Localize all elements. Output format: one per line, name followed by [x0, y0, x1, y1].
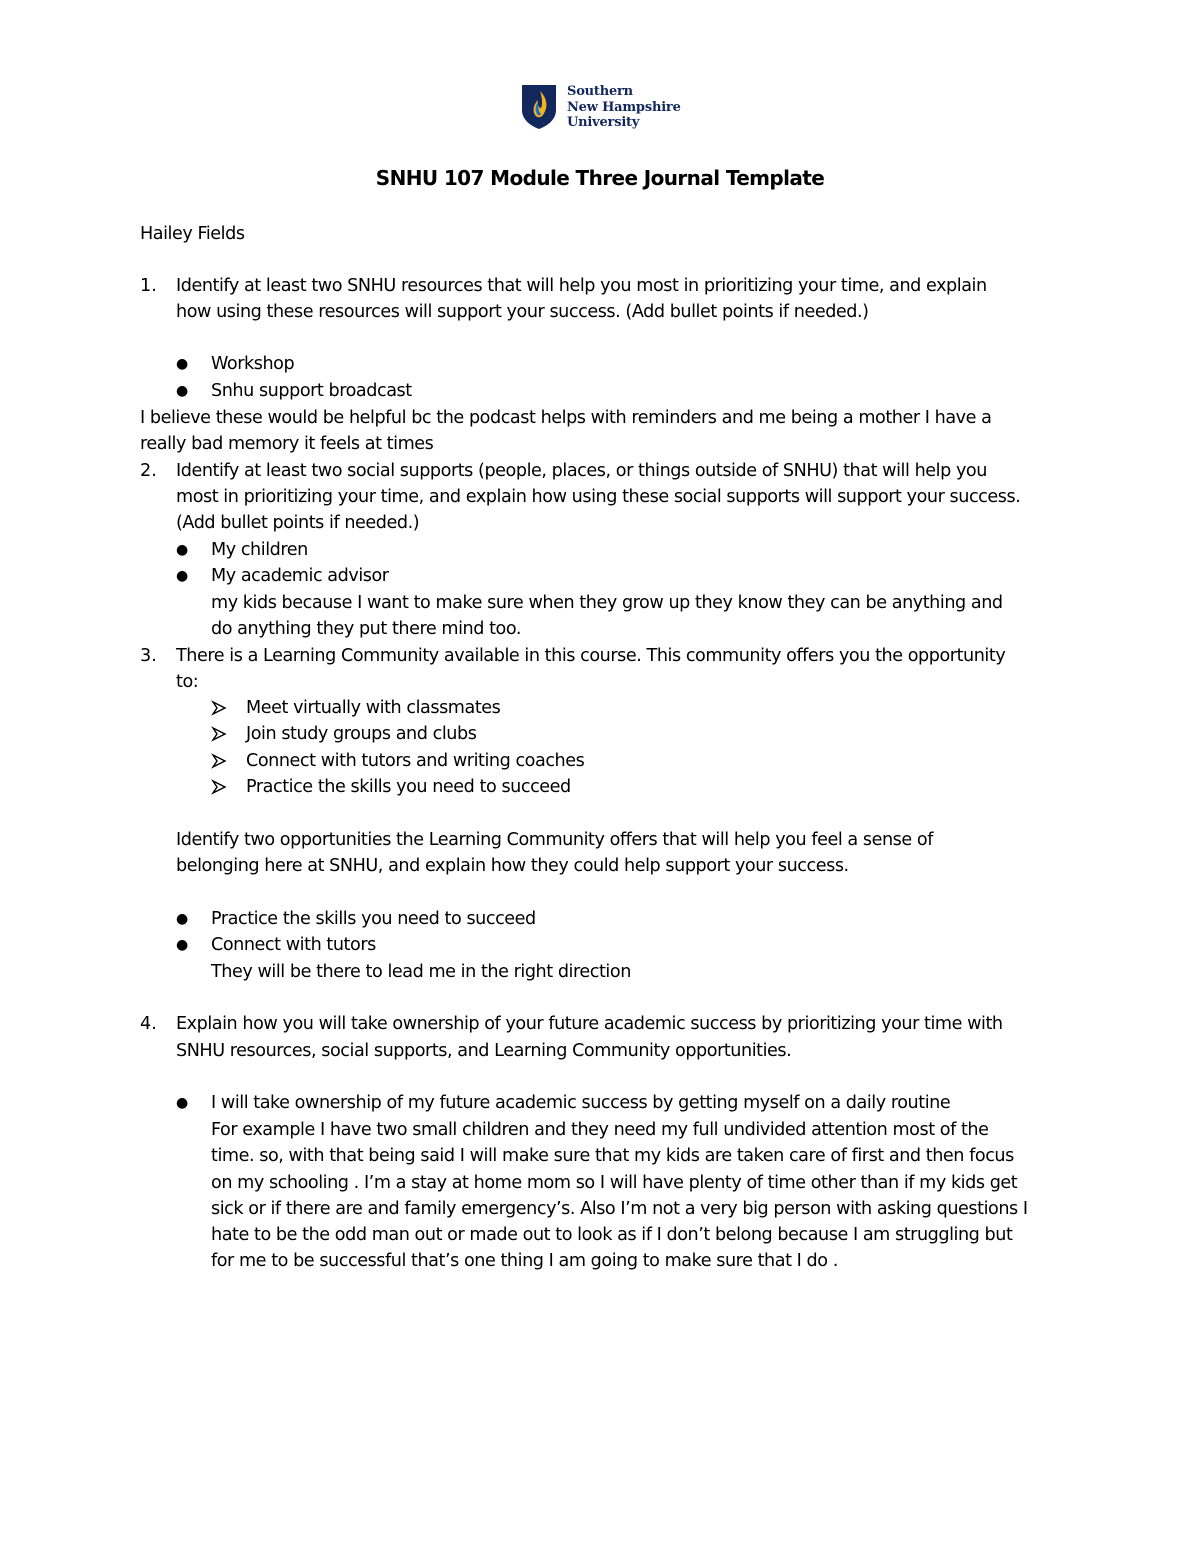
- question-2-line-1: Identify at least two social supports (people, places, or things outside of SNHU) that will help you: [176, 461, 987, 481]
- bullet-icon: ●: [176, 911, 189, 927]
- q3-prompt-line-1: Identify two opportunities the Learning Community offers that will help you feel a sense of: [176, 830, 933, 850]
- question-3-line-1: There is a Learning Community available in this course. This community offers you the opportunity: [176, 646, 1006, 666]
- q4-answer-line-5: hate to be the odd man out or made out to look as if I don’t belong because I am struggling but: [211, 1225, 1013, 1245]
- q3-arrow-item-4: Practice the skills you need to succeed: [246, 777, 571, 797]
- bullet-icon: ●: [176, 356, 189, 372]
- q1-bullet-1: Workshop: [211, 354, 295, 374]
- question-2-line-2: most in prioritizing your time, and explain how using these social supports will support your success.: [176, 487, 1021, 507]
- q2-answer-line-2: do anything they put there mind too.: [211, 619, 521, 639]
- question-2-line-3: (Add bullet points if needed.): [176, 513, 420, 533]
- question-1-line-2: how using these resources will support your success. (Add bullet points if needed.): [176, 302, 869, 322]
- question-4-line-2: SNHU resources, social supports, and Learning Community opportunities.: [176, 1041, 792, 1061]
- logo-text-line3: University: [567, 115, 640, 130]
- q2-bullet-1: My children: [211, 540, 308, 560]
- q4-answer-line-6: for me to be successful that’s one thing I am going to make sure that I do .: [211, 1251, 838, 1271]
- arrow-bullet-icon: [211, 779, 227, 795]
- bullet-icon: ●: [176, 542, 189, 558]
- bullet-icon: ●: [176, 1095, 189, 1111]
- author-name: Hailey Fields: [140, 224, 245, 244]
- arrow-bullet-icon: [211, 753, 227, 769]
- bullet-icon: ●: [176, 383, 189, 399]
- q4-answer-line-3: on my schooling . I’m a stay at home mom so I will have plenty of time other than if my kids get: [211, 1173, 1018, 1193]
- q3-bullet-2: Connect with tutors: [211, 935, 376, 955]
- q1-answer-line-1: I believe these would be helpful bc the podcast helps with reminders and me being a mother I have a: [140, 408, 992, 428]
- bullet-icon: ●: [176, 568, 189, 584]
- question-number-3: 3.: [140, 646, 157, 666]
- q4-bullet: I will take ownership of my future academic success by getting myself on a daily routine: [211, 1093, 951, 1113]
- q1-bullet-2: Snhu support broadcast: [211, 381, 412, 401]
- logo-text-line1: Southern: [567, 84, 633, 99]
- logo-text-line2: New Hampshire: [567, 99, 681, 115]
- question-3-line-2: to:: [176, 672, 199, 692]
- bullet-icon: ●: [176, 937, 189, 953]
- q4-answer-line-2: time. so, with that being said I will make sure that my kids are taken care of first and then focus: [211, 1146, 1014, 1166]
- q2-answer-line-1: my kids because I want to make sure when they grow up they know they can be anything and: [211, 593, 1003, 613]
- q3-answer: They will be there to lead me in the right direction: [211, 962, 631, 982]
- q2-bullet-2: My academic advisor: [211, 566, 389, 586]
- question-number-4: 4.: [140, 1014, 157, 1034]
- q4-answer-line-1: For example I have two small children and they need my full undivided attention most of the: [211, 1120, 989, 1140]
- flame-shield-icon: [521, 84, 557, 130]
- q3-arrow-item-3: Connect with tutors and writing coaches: [246, 751, 585, 771]
- question-number-2: 2.: [140, 461, 157, 481]
- question-number-1: 1.: [140, 276, 157, 296]
- question-1-line-1: Identify at least two SNHU resources that will help you most in prioritizing your time, and explain: [176, 276, 987, 296]
- question-4-line-1: Explain how you will take ownership of your future academic success by prioritizing your time with: [176, 1014, 1003, 1034]
- arrow-bullet-icon: [211, 726, 227, 742]
- document-title: SNHU 107 Module Three Journal Template: [375, 166, 825, 190]
- arrow-bullet-icon: [211, 700, 227, 716]
- q3-prompt-line-2: belonging here at SNHU, and explain how they could help support your success.: [176, 856, 849, 876]
- q3-bullet-1: Practice the skills you need to succeed: [211, 909, 536, 929]
- q3-arrow-item-1: Meet virtually with classmates: [246, 698, 501, 718]
- q4-answer-line-4: sick or if there are and family emergency’s. Also I’m not a very big person with asking questions I: [211, 1199, 1028, 1219]
- q1-answer-line-2: really bad memory it feels at times: [140, 434, 434, 454]
- q3-arrow-item-2: Join study groups and clubs: [246, 724, 477, 744]
- snhu-logo: [521, 84, 691, 132]
